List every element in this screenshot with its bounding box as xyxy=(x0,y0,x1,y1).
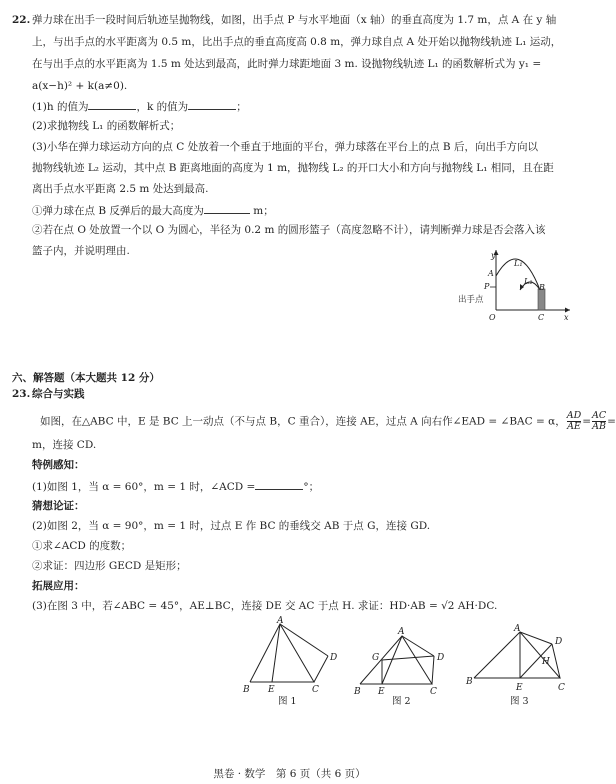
fig1-label-E: E xyxy=(268,685,275,695)
answer-blank-k[interactable] xyxy=(188,100,236,110)
q23-part2-sub1: ①求∠ACD 的度数； xyxy=(32,540,132,552)
q22-part3-sub2-line-1: ②若在点 O 处放置一个以 O 为圆心，半径为 0.2 m 的圆形篮子（高度忽略不计），请判断弹力球是否会落入该 xyxy=(32,224,546,236)
fig3-label-E: E xyxy=(516,683,523,693)
q22-line-4: a(x−h)² + k(a≠0). xyxy=(32,80,128,92)
fig2-label-C: C xyxy=(430,687,437,697)
q23-heading-application: 拓展应用： xyxy=(32,580,85,592)
q23-intro-line-2: m，连接 CD. xyxy=(32,439,97,451)
fig2-label-E: E xyxy=(378,687,385,697)
fig-label-O: O xyxy=(489,313,496,322)
q23-part2-sub2: ②求证：四边形 GECD 是矩形； xyxy=(32,560,187,572)
fig3-label-D: D xyxy=(555,637,563,647)
fig-label-B: B xyxy=(539,283,545,292)
q23-title: 综合与实践 xyxy=(32,388,85,400)
q22-line-2: 上，与出手点的水平距离为 0.5 m，比出手点的垂直高度高 0.8 m，弹力球自点 A 处开始以抛物线轨迹 L₁ 运动， xyxy=(32,36,562,48)
q23-part2: (2)如图 2，当 α = 90°，m = 1 时，过点 E 作 BC 的垂线交 AB 于点 G，连接 GD. xyxy=(32,520,431,532)
q23-heading-special: 特例感知： xyxy=(32,459,85,471)
fig-label-L1: L₁ xyxy=(514,259,523,268)
q23-part3: (3)在图 3 中，若∠ABC = 45°，AE⊥BC，连接 DE 交 AC 于点 H. 求证：HD·AB = √2 AH·DC. xyxy=(32,600,498,612)
q23-figure-1 xyxy=(236,614,346,708)
fig-label-P: P xyxy=(484,282,490,291)
fig1-label-D: D xyxy=(330,653,338,663)
fig1-label-A: A xyxy=(277,616,284,626)
q23-part1: (1)如图 1，当 α = 60°，m = 1 时，∠ACD = °； xyxy=(32,481,320,493)
q22-part3-line-2: 抛物线轨迹 L₂ 运动，其中点 B 距离地面的高度为 1 m，抛物线 L₂ 的开口大小和方向与抛物线 L₁ 相同，且在距 xyxy=(32,162,554,174)
answer-blank-max-height[interactable] xyxy=(204,204,250,214)
fig2-label-D: D xyxy=(437,653,445,663)
fig-label-x: x xyxy=(564,313,569,322)
q23-number: 23. xyxy=(12,388,31,400)
q23-intro-line-1: 如图，在△ABC 中，E 是 BC 上一动点（不与点 B，C 重合），连接 AE，过点 A 向右作∠EAD = ∠BAC = α， $\frac{AD}{AE}$ = $\frac{AC}{AB}$ = xyxy=(40,410,616,432)
fig3-caption: 图 3 xyxy=(510,696,529,707)
fig-label-C: C xyxy=(538,313,545,322)
fig2-caption: 图 2 xyxy=(392,696,411,707)
fig2-label-G: G xyxy=(372,653,380,663)
fig3-label-C: C xyxy=(558,683,565,693)
ratio-ad-ae: $\frac{AD}{AE}$ xyxy=(566,410,582,432)
section-heading: 六、解答题（本大题共 12 分） xyxy=(12,372,160,384)
fig3-label-H: H xyxy=(542,657,550,667)
fig-label-L2: L₂ xyxy=(524,277,533,286)
fig-label-release: 出手点 xyxy=(458,295,484,305)
q23-figure-3 xyxy=(464,614,576,708)
fig3-label-B: B xyxy=(466,677,473,687)
fig2-label-B: B xyxy=(354,687,361,697)
q22-part3-line-1: (3)小华在弹力球运动方向的点 C 处放着一个垂直于地面的平台，弹力球落在平台上的点 B 后，向出手方向以 xyxy=(32,141,538,153)
q22-parabola-figure xyxy=(458,246,573,324)
q22-part3-line-3: 离出手点水平距离 2.5 m 处达到最高. xyxy=(32,183,209,195)
q23-figure-2 xyxy=(350,614,460,708)
fig1-label-C: C xyxy=(312,685,319,695)
fig3-label-A: A xyxy=(514,624,521,634)
q22-number: 22. xyxy=(12,14,31,26)
fig2-label-A: A xyxy=(398,627,405,637)
ratio-ac-ab: $\frac{AC}{AB}$ xyxy=(592,410,607,432)
q22-part2: (2)求抛物线 L₁ 的函数解析式； xyxy=(32,120,181,132)
answer-blank-h[interactable] xyxy=(88,100,136,110)
q22-line-1: 弹力球在出手一段时间后轨迹呈抛物线，如图，出手点 P 与水平地面（x 轴）的垂直高度为 1.7 m，点 A 在 y 轴 xyxy=(32,14,557,26)
page-footer: 黑卷 · 数学 第 6 页（共 6 页） xyxy=(213,768,366,780)
fig1-label-B: B xyxy=(243,685,250,695)
fig1-caption: 图 1 xyxy=(278,696,297,707)
q22-line-3: 在与出手点的水平距离为 1.5 m 处达到最高，此时弹力球距地面 3 m. 设抛物线轨迹 L₁ 的函数解析式为 y₁ = xyxy=(32,58,542,70)
q22-part1: (1)h 的值为 ，k 的值为 ； xyxy=(32,101,247,113)
answer-blank-angle-acd[interactable] xyxy=(255,480,303,490)
fig-label-A: A xyxy=(488,269,494,278)
q23-heading-conjecture: 猜想论证： xyxy=(32,500,85,512)
q22-part3-sub1: ①弹力球在点 B 反弹后的最大高度为 m； xyxy=(32,205,274,217)
fig-label-y: y xyxy=(491,251,496,260)
q22-part3-sub2-line-2: 篮子内，并说明理由. xyxy=(32,245,130,257)
